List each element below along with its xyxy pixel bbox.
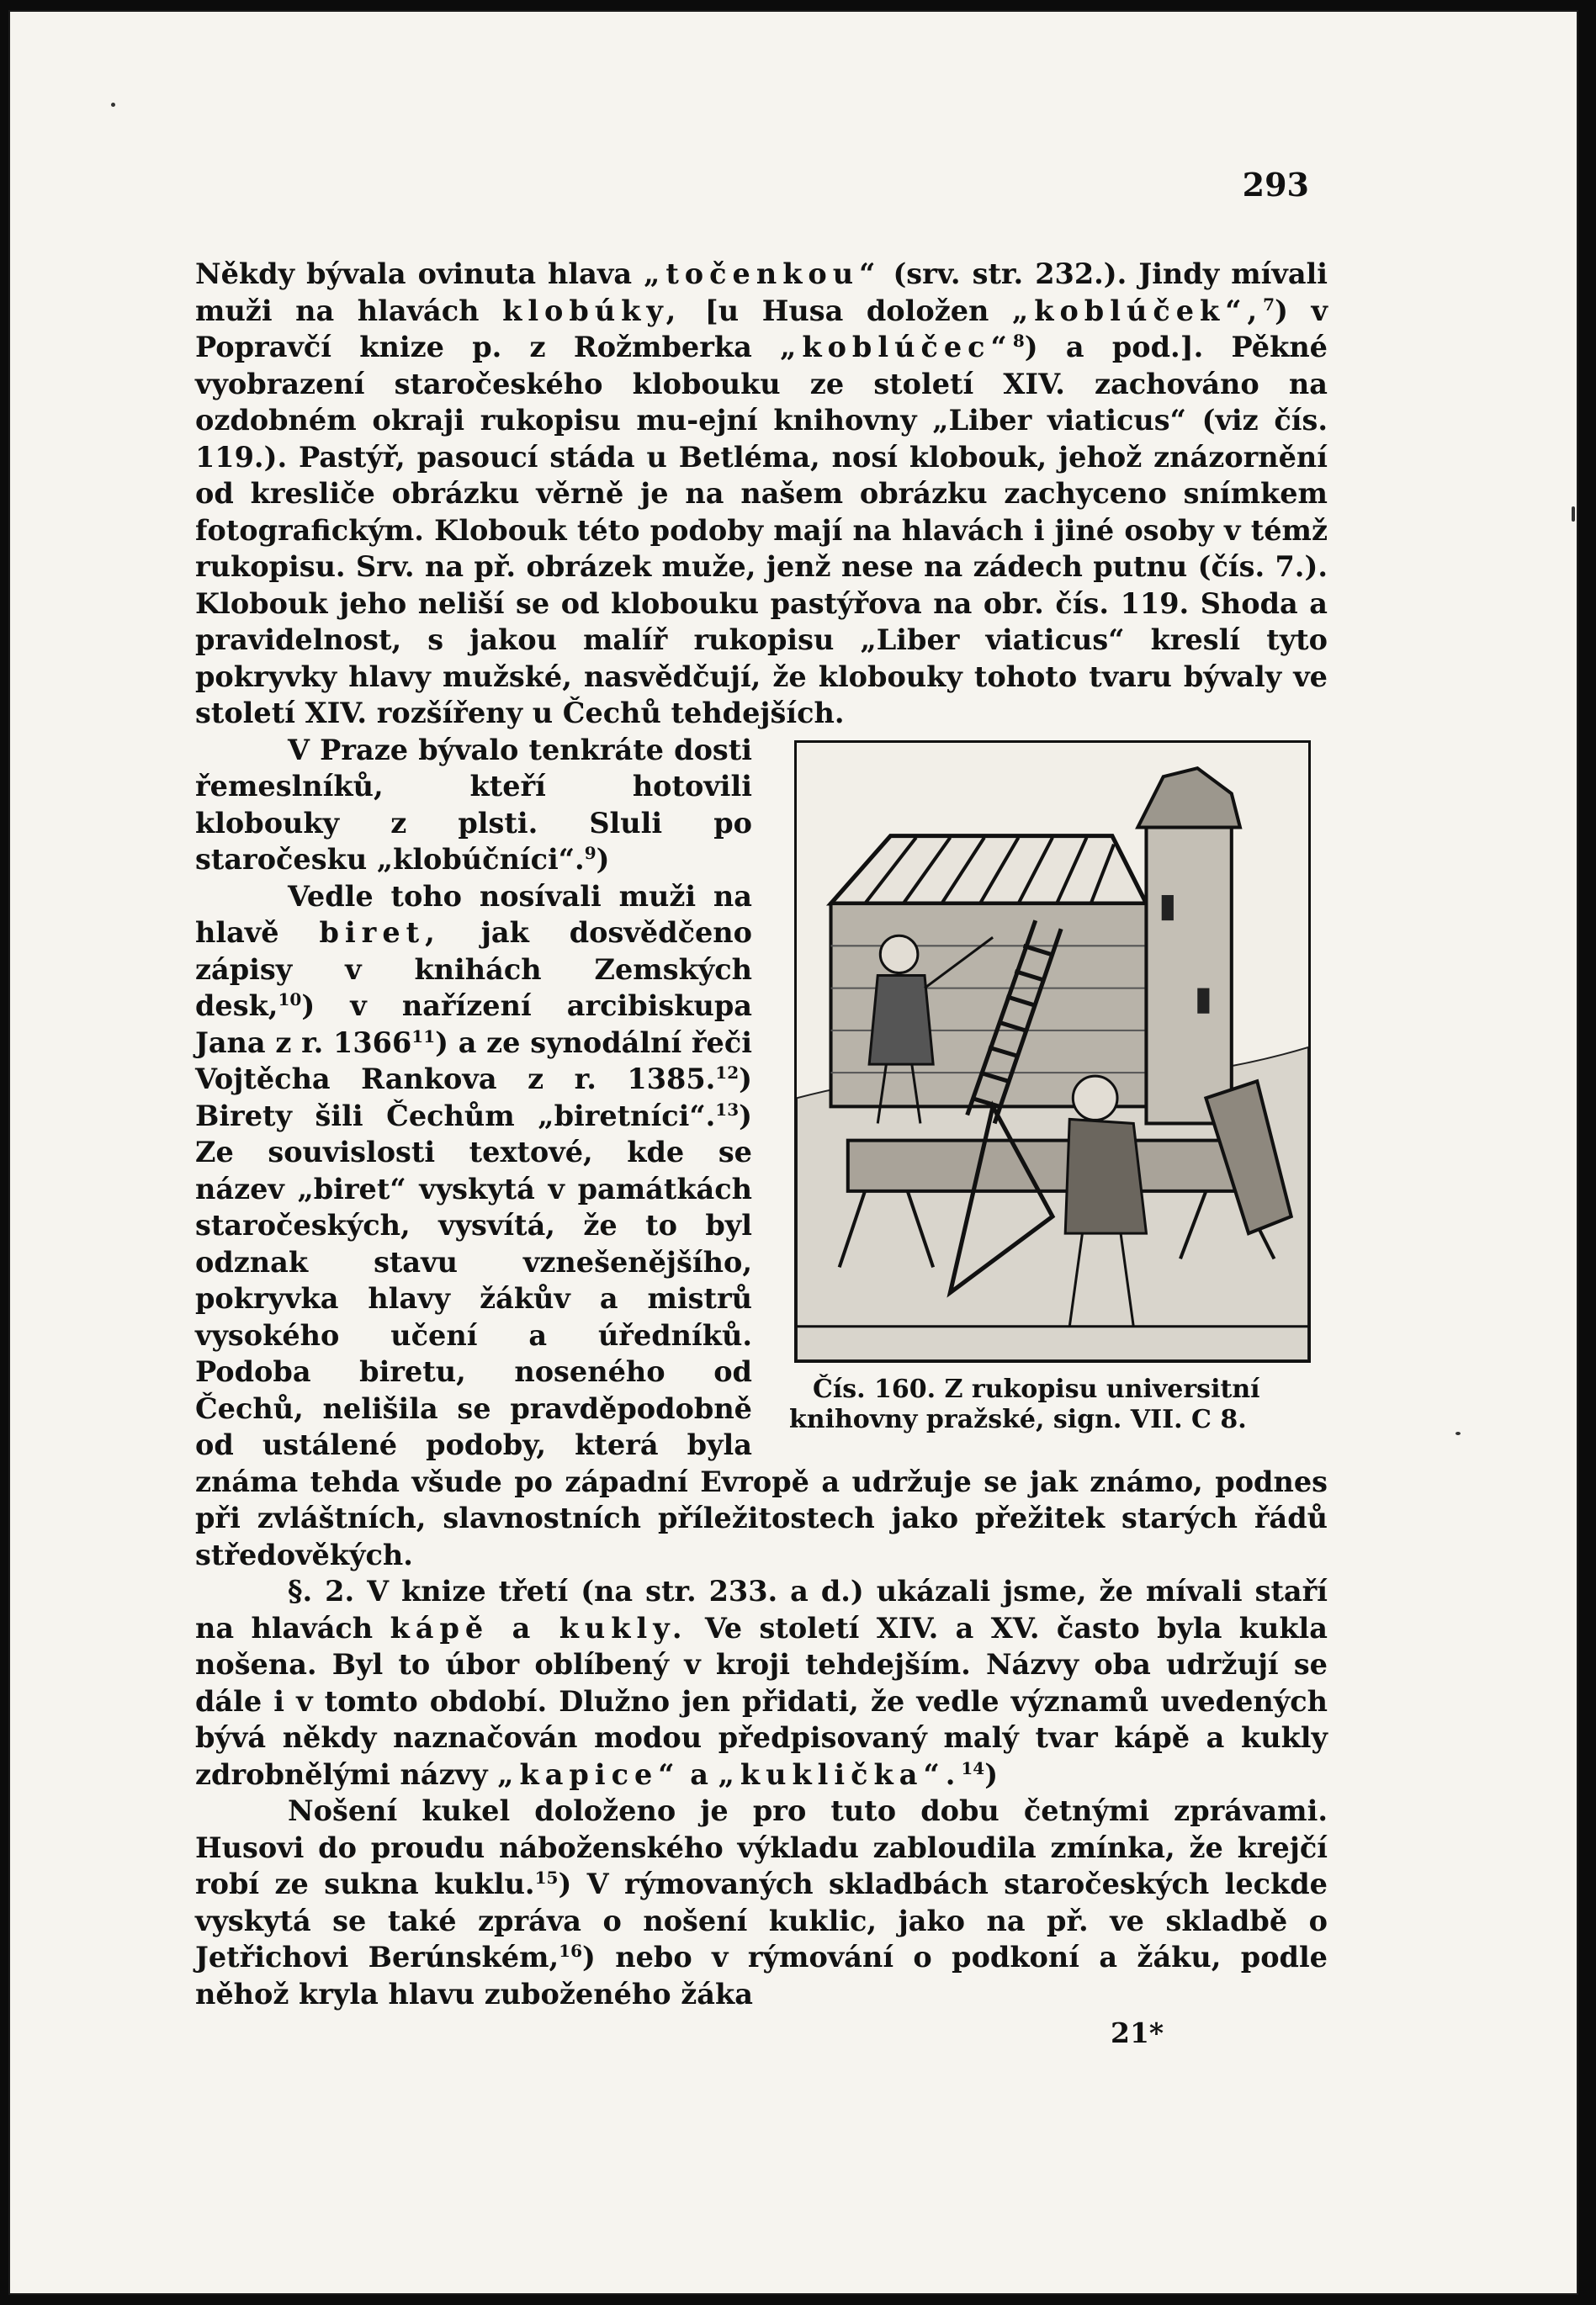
spaced-term: klobúky, <box>502 294 682 327</box>
text-run: ) v Popravčí knize p. z Rožmberka <box>195 294 1328 363</box>
text-run: Vedle toho nosívali muži na hlavě <box>195 879 752 949</box>
figure-160 <box>789 740 1328 1435</box>
spaced-term: „kapice“ <box>497 1757 681 1791</box>
spaced-term: „koblúčec“ <box>780 331 1013 363</box>
footnote-ref: 9 <box>584 842 597 863</box>
figure-caption: Čís. 160. Z rukopisu universitní knihovny pražské, sign. VII. C 8. <box>789 1374 1260 1434</box>
sheet-signature: 21* <box>1111 2016 1164 2049</box>
footnote-ref: 12 <box>715 1062 740 1083</box>
body-text <box>195 256 1328 2012</box>
text-run: ) v nařízení arcibiskupa Jana z r. 1366 <box>195 989 752 1059</box>
paragraph-4 <box>195 1573 1328 1793</box>
text-run: ) V rýmovaných skladbách staročeských leckde vyskytá se také zpráva o nošení kuklic, jako na př. ve skladbě o Jetřichovi Berúnském, <box>195 1868 1328 1974</box>
roof-frame <box>831 835 1147 903</box>
text-run: ) <box>984 1757 999 1791</box>
woodcut-illustration <box>797 743 1308 1360</box>
text-run: ) <box>596 843 610 876</box>
footnote-ref: 15 <box>534 1867 559 1888</box>
footnote-ref: 8 <box>1012 330 1025 351</box>
footnote-ref: 16 <box>559 1940 583 1961</box>
text-run: (srv. str. 232.). Jindy mívali muži na hlavách <box>195 257 1328 327</box>
spaced-term: „kuklička“. <box>718 1757 962 1791</box>
text-run: V Praze bývalo tenkráte dosti řemeslníků, kteří hotovili klobouky z plsti. Sluli po staročesku „klobúčníci“. <box>195 733 752 876</box>
text-run: ) nebo v rýmování o podkoní a žáku, podle něhož kryla hlavu zuboženého žáka <box>195 1941 1328 2011</box>
print-speck <box>1572 506 1575 522</box>
text-run: ) Ze souvislosti textové, kde se název „biret“ vyskytá v památkách staročeských, vysvítá, že to byl odznak stavu vznešenějšího, pokryvka hlavy žákův a mistrů vysokého učení a úředníků. Podoba biretu, noseného od Čechů, nelišila se pravděpodobně od ustálené podoby, která byla známa tehda všude po západní Evropě a udržuje se jak známo, podnes při zvláštních, slavnostních příležitostech jako přežitek starých řádů středověkých. <box>195 1099 1328 1571</box>
paragraph-5 <box>195 1793 1328 2012</box>
footnote-ref: 10 <box>278 988 302 1009</box>
text-run: Nošení kukel doloženo je pro tuto dobu četnými zprávami. Husovi do proudu náboženského výkladu zabloudila zmínka, že krejčí robí ze sukna kuklu. <box>195 1794 1328 1900</box>
paragraph-1 <box>195 256 1328 732</box>
book-page <box>8 10 1578 2295</box>
illustration-frame <box>794 740 1311 1363</box>
text-run: [u Husa doložen <box>681 294 1012 327</box>
spaced-term: biret, <box>319 916 441 949</box>
text-run: ) a pod.]. Pěkné vyobrazení staročeského klobouku ze století XIV. zachováno na ozdobném okraji rukopisu mu-ejní knihovny „Liber viaticus“ (viz čís. 119.). Pastýř, pasoucí stáda u Betléma, nosí klobouk, jehož znázornění od kresliče obrázku věrně je na našem obrázku zachyceno snímkem fotografickým. Klobouk této podoby mají na hlavách i jiné osoby v témž rukopisu. Srv. na př. obrázek muže, jenž nese na zádech putnu (čís. 7.). Klobouk jeho neliší se od klobouku pastýřova na obr. čís. 119. Shoda a pravidelnost, s jakou malíř rukopisu „Liber viaticus“ kreslí tyto pokryvky hlavy mužské, nasvědčují, že klobouky tohoto tvaru bývaly ve století XIV. rozšířeny u Čechů tehdejších. <box>195 331 1328 729</box>
text-run: ) Birety šili Čechům „biretníci“. <box>195 1062 752 1132</box>
spaced-term: „koblúček“, <box>1011 294 1264 327</box>
footnote-ref: 11 <box>411 1025 436 1047</box>
print-speck <box>1455 1432 1461 1435</box>
text-run: ) a ze synodální řeči Vojtěcha Rankova z r. 1385. <box>195 1025 752 1095</box>
footnote-ref: 7 <box>1263 294 1275 315</box>
text-run: Někdy bývala ovinuta hlava <box>195 257 644 290</box>
text-run: Ve století XIV. a XV. často byla kukla nošena. Byl to úbor oblíbený v kroji tehdejším. Názvy oba udržují se dále i v tomto období. Dlužno jen přidati, že vedle významů uvedených bývá někdy naznačován modou předpisovaný malý tvar kápě a kukly zdrobnělými názvy <box>195 1611 1328 1791</box>
print-speck <box>111 103 115 107</box>
footnote-ref: 14 <box>961 1757 985 1778</box>
spaced-term: „točenkou“ <box>644 257 882 290</box>
page-number: 293 <box>1242 166 1309 204</box>
text-run: jak dosvědčeno zápisy v knihách Zemských desk, <box>195 916 752 1022</box>
text-run: a <box>680 1757 718 1791</box>
footnote-ref: 13 <box>715 1099 740 1120</box>
tower <box>1146 819 1231 1123</box>
spaced-term: kápě a kukly. <box>390 1611 688 1645</box>
text-run: §. 2. V knize třetí (na str. 233. a d.) ukázali jsme, že mívali staří na hlavách <box>195 1575 1328 1645</box>
